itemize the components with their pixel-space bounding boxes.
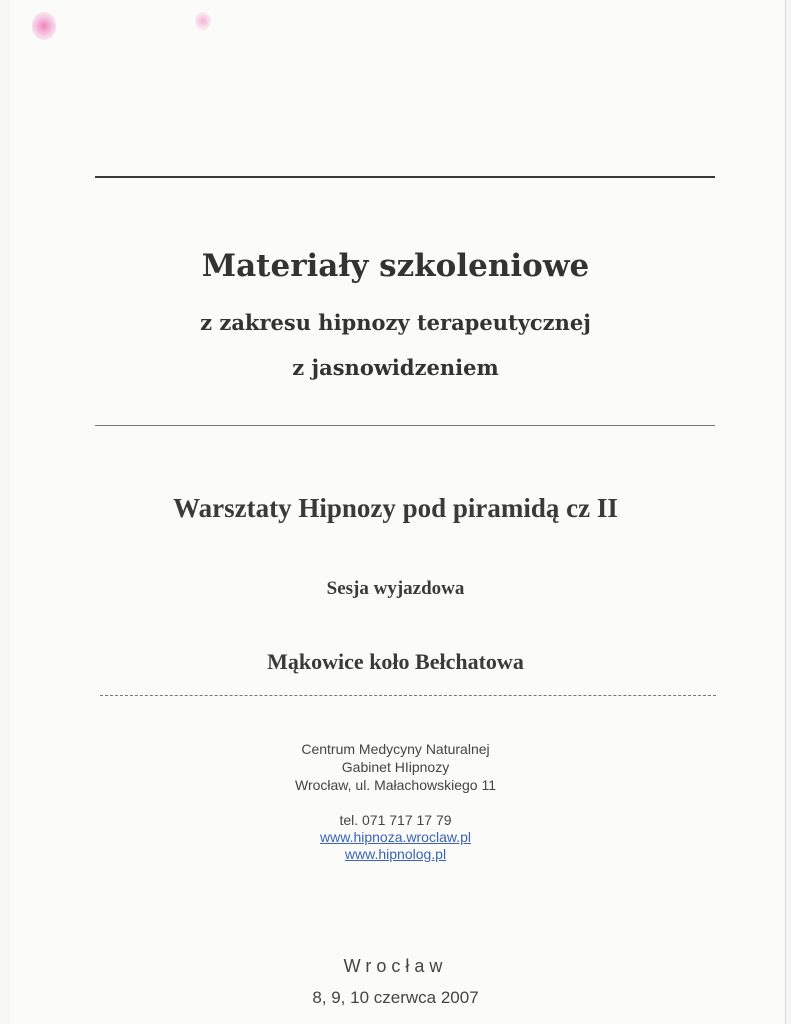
office-name: Gabinet HIipnozy (341, 759, 450, 775)
website-link-1[interactable]: www.hipnoza.wroclaw.pl (320, 829, 471, 845)
middle-divider (95, 425, 715, 426)
ink-stain (32, 12, 56, 40)
document-subtitle-line-2: z jasnowidzeniem (292, 355, 499, 380)
address-line: Wrocław, ul. Małachowskiego 11 (294, 777, 497, 793)
phone-number: tel. 071 717 17 79 (339, 812, 452, 828)
organization-name: Centrum Medycyny Naturalnej (301, 741, 490, 757)
document-title: Materiały szkoleniowe (201, 248, 590, 284)
location-label: Mąkowice koło Bełchatowa (267, 649, 524, 674)
website-link-2[interactable]: www.hipnolog.pl (344, 846, 447, 862)
session-label: Sesja wyjazdowa (326, 578, 465, 599)
website-link-hipnoza (0, 829, 791, 845)
footer-dates: 8, 9, 10 czerwca 2007 (312, 988, 479, 1007)
top-divider (95, 176, 715, 178)
website-link-hipnolog (0, 846, 791, 862)
ink-stain (195, 12, 211, 30)
document-subtitle-line-1: z zakresu hipnozy terapeutycznej (200, 310, 591, 335)
dashed-divider (100, 695, 716, 696)
workshop-title: Warsztaty Hipnozy pod piramidą cz II (173, 493, 618, 523)
footer-city: Wrocław (343, 956, 448, 976)
